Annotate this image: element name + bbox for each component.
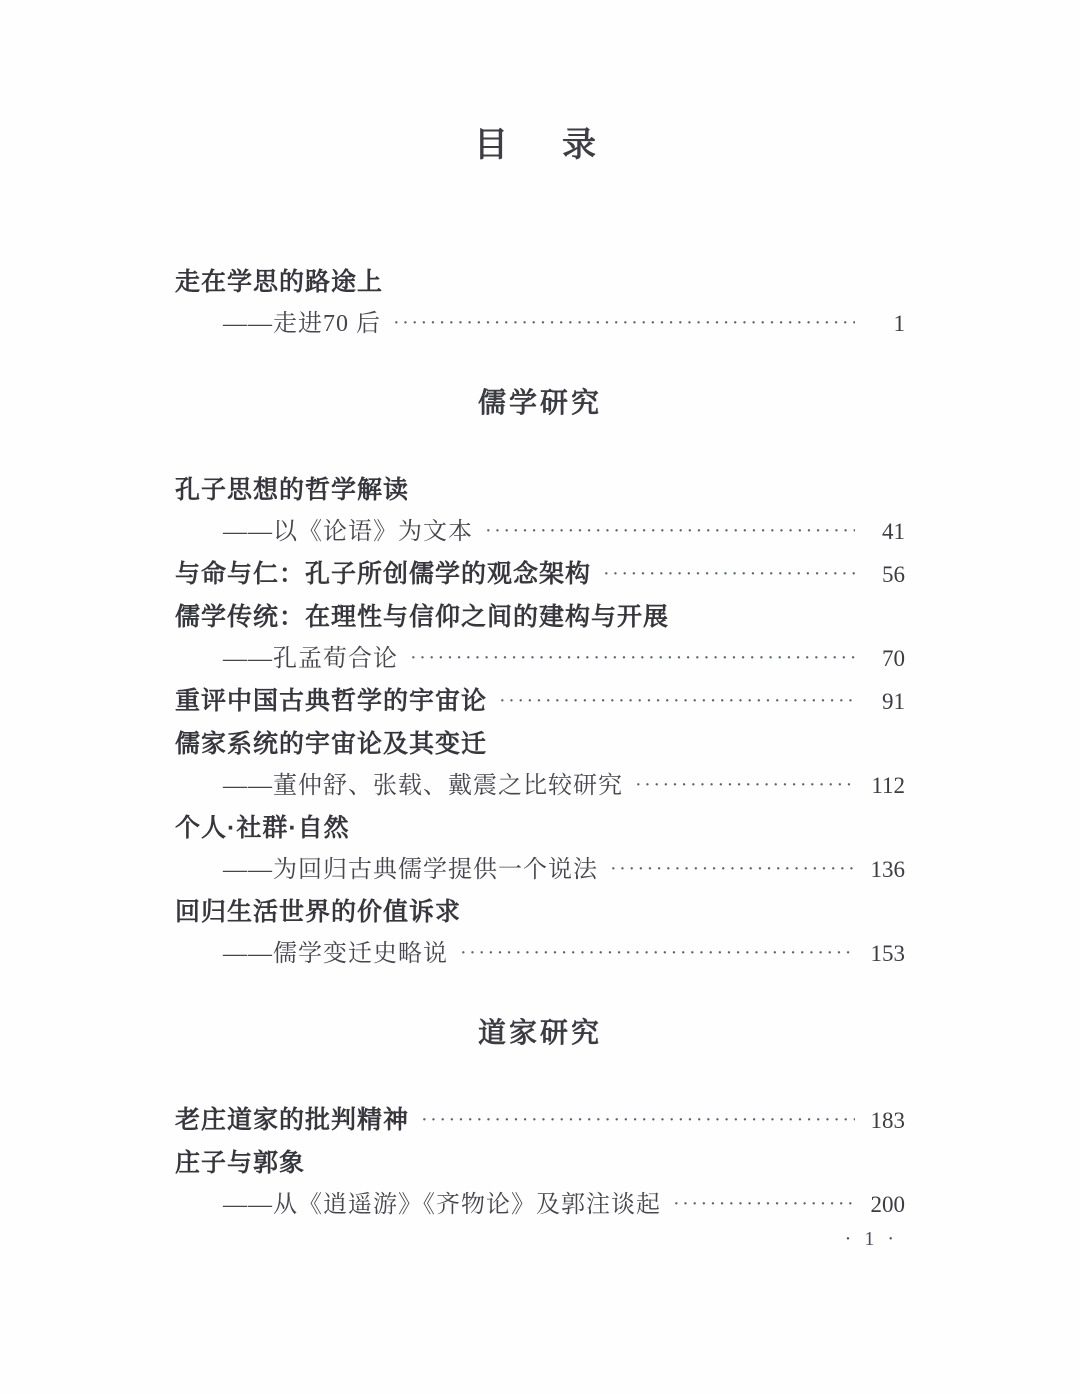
dot-leader [673, 1184, 855, 1225]
dot-leader [460, 933, 855, 974]
entry-subtitle: ——儒学变迁史略说 [223, 941, 448, 967]
toc-entry [175, 1143, 905, 1227]
entry-subtitle: ——从《逍遥游》《齐物论》及郭注谈起 [223, 1192, 661, 1218]
section-heading-daoism: 道家研究 [477, 1018, 602, 1049]
entry-title: 老庄道家的批判精神 [175, 1106, 410, 1134]
dot-leader [635, 765, 855, 806]
toc-entry [175, 262, 905, 346]
page-number: 112 [871, 773, 905, 798]
entry-subtitle-line [175, 638, 905, 681]
entry-subtitle: ——走进70 后 [223, 311, 381, 337]
toc-entry [175, 470, 905, 554]
toc-entry [175, 808, 905, 892]
entry-subtitle-line [175, 511, 905, 554]
page-number: 153 [870, 941, 905, 966]
entry-title: 个人·社群·自然 [175, 814, 350, 842]
page-number: 41 [882, 519, 905, 544]
entry-subtitle: ——董仲舒、张载、戴震之比较研究 [223, 773, 623, 799]
toc-entry [175, 681, 905, 724]
page-number: 183 [870, 1108, 905, 1133]
section-heading-confucianism: 儒学研究 [477, 388, 602, 419]
entry-subtitle: ——以《论语》为文本 [223, 519, 473, 545]
toc-entry [175, 892, 905, 976]
dot-leader [499, 681, 855, 722]
entry-title: 孔子思想的哲学解读 [175, 476, 410, 504]
page-number: 91 [882, 689, 905, 714]
page-number: 200 [870, 1192, 905, 1217]
entry-subtitle-line [175, 933, 905, 976]
dot-leader [393, 303, 855, 344]
entry-subtitle-line [175, 765, 905, 808]
entry-subtitle: ——孔孟荀合论 [223, 646, 398, 672]
footer-page-number: · 1 · [844, 1228, 898, 1250]
dot-leader [421, 1100, 855, 1141]
entry-title: 走在学思的路途上 [175, 268, 384, 296]
page-number: 136 [870, 857, 905, 882]
entry-title: 庄子与郭象 [175, 1149, 306, 1177]
page-number: 70 [882, 646, 905, 671]
entry-title: 儒学传统：在理性与信仰之间的建构与开展 [175, 603, 670, 631]
toc-entry [175, 1100, 905, 1143]
entry-subtitle-line [175, 849, 905, 892]
page-number: 56 [882, 562, 905, 587]
page-title: 目 录 [474, 127, 606, 164]
dot-leader [603, 554, 855, 595]
entry-subtitle: ——为回归古典儒学提供一个说法 [223, 857, 598, 883]
dot-leader [485, 511, 855, 552]
entry-title: 与命与仁：孔子所创儒学的观念架构 [175, 560, 592, 588]
entry-subtitle-line [175, 303, 905, 346]
toc-entry [175, 597, 905, 681]
entry-subtitle-line [175, 1184, 905, 1227]
dot-leader [610, 849, 855, 890]
toc-entry [175, 554, 905, 597]
page-number: 1 [893, 311, 905, 336]
entry-title: 回归生活世界的价值诉求 [175, 898, 462, 926]
dot-leader [410, 638, 855, 679]
entry-title: 重评中国古典哲学的宇宙论 [175, 687, 488, 715]
entry-title: 儒家系统的宇宙论及其变迁 [175, 730, 488, 758]
toc-entry [175, 724, 905, 808]
